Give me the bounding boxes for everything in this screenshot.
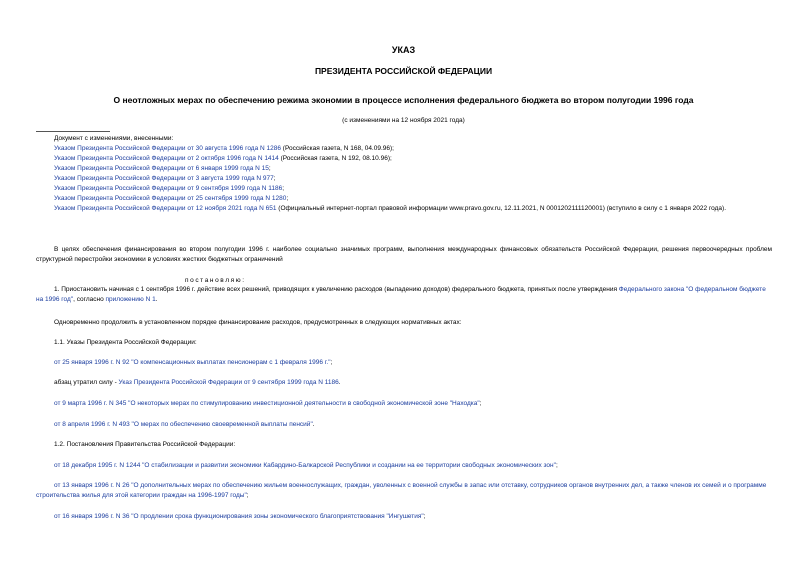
paragraph-1-text: . xyxy=(155,296,158,303)
paragraph-1-text: 1. Приостановить начиная с 1 сентября 1996 г. действие всех решений, приводящих к увеличению расходов (выпадению доходов) федерального бюджета, принятых после утверждения xyxy=(54,286,619,293)
list-item xyxy=(36,420,790,430)
list-item-tail: ; xyxy=(555,462,558,469)
preamble-paragraph: В целях обеспечения финансирования во втором полугодии 1996 г. наиболее социально значимых программ, выполнения международных финансовых обязательств Российской Федерации, решения первоочередных проблем структурной перестройки экономики в условиях жестких бюджетных ограничений xyxy=(36,246,772,263)
decree-link[interactable]: от 8 апреля 1996 г. N 493 "О мерах по обеспечению своевременной выплаты пенсий" xyxy=(54,421,313,428)
document-type-heading: УКАЗ xyxy=(391,45,416,55)
list-item-tail: ; xyxy=(423,513,426,520)
list-item xyxy=(36,399,790,409)
decree-link[interactable]: от 9 марта 1996 г. N 345 "О некоторых мерах по стимулированию инвестиционной деятельности в свободной экономической зоне "Находка" xyxy=(54,400,480,407)
list-item-tail: ; xyxy=(330,359,333,366)
list-item-tail: . xyxy=(338,379,341,386)
decree-link[interactable]: Указ Президента Российской Федерации от 9 сентября 1999 года N 1186 xyxy=(118,379,339,386)
decree-link[interactable]: от 25 января 1996 г. N 92 "О компенсационных выплатах пенсионерам с 1 февраля 1996 г." xyxy=(54,359,331,366)
change-link[interactable]: Указом Президента Российской Федерации от 25 сентября 1999 года N 1280 xyxy=(54,195,287,202)
list-item-text: абзац утратил силу - xyxy=(54,379,119,386)
change-item xyxy=(36,154,772,164)
decree-word: постановляю: xyxy=(185,277,246,284)
list-item xyxy=(36,378,790,388)
appendix-link[interactable]: приложению N 1 xyxy=(105,296,156,303)
change-tail: ; xyxy=(286,195,289,202)
paragraph-2: Одновременно продолжить в установленном порядке финансирование расходов, предусмотренных в следующих нормативных актах: xyxy=(54,319,462,326)
changes-intro: Документ с изменениями, внесенными: xyxy=(54,135,174,142)
change-link[interactable]: Указом Президента Российской Федерации от 30 августа 1996 года N 1286 xyxy=(54,145,281,152)
resolution-link[interactable]: от 18 декабря 1995 г. N 1244 "О стабилизации и развитии экономики Кабардино-Балкарской Республики и создании на ее территории свободных экономических зон" xyxy=(54,462,556,469)
change-item xyxy=(36,174,772,184)
list-item xyxy=(36,461,790,471)
resolution-link[interactable]: от 13 января 1996 г. N 26 "О дополнительных мерах по обеспечению жильем военнослужащих, граждан, уволенных с военной службы в запас или отставку, сотрудников органов внутренних дел, а также членов их семей и о программе строительства жилья для этой категории граждан на 1996-1997 годы" xyxy=(36,482,767,499)
change-tail: (Официальный интернет-портал правовой информации www.pravo.gov.ru, 12.11.2021, N 0001202111120001) (вступило в силу с 1 января 2022 года). xyxy=(276,205,727,212)
decree-title: О неотложных мерах по обеспечению режима экономии в процессе исполнения федерального бюджета во втором полугодии 1996 года xyxy=(113,95,694,105)
change-item xyxy=(36,184,772,194)
change-tail: ; xyxy=(282,185,285,192)
change-link[interactable]: Указом Президента Российской Федерации от 12 ноября 2021 года N 651 xyxy=(54,205,277,212)
change-link[interactable]: Указом Президента Российской Федерации от 9 сентября 1999 года N 1186 xyxy=(54,185,283,192)
list-item xyxy=(36,512,790,522)
paragraph-1 xyxy=(36,285,772,305)
change-link[interactable]: Указом Президента Российской Федерации от 6 января 1999 года N 15 xyxy=(54,165,269,172)
list-item-tail: . xyxy=(312,421,315,428)
list-item xyxy=(36,358,790,368)
change-item xyxy=(36,194,772,204)
list-item xyxy=(36,481,772,501)
change-tail: ; xyxy=(273,175,276,182)
change-link[interactable]: Указом Президента Российской Федерации от 2 октября 1996 года N 1414 xyxy=(54,155,279,162)
resolution-link[interactable]: от 16 января 1996 г. N 36 "О продлении срока функционирования зоны экономического благоприятствования "Ингушетия" xyxy=(54,513,424,520)
amendment-note: (с изменениями на 12 ноября 2021 года) xyxy=(342,117,465,124)
separator-rule xyxy=(36,131,110,132)
change-tail: ; xyxy=(268,165,271,172)
list-item-tail: ; xyxy=(246,492,249,499)
issuer-heading: ПРЕЗИДЕНТА РОССИЙСКОЙ ФЕДЕРАЦИИ xyxy=(314,66,493,76)
change-tail: (Российская газета, N 192, 08.10.96); xyxy=(278,155,392,162)
change-link[interactable]: Указом Президента Российской Федерации от 3 августа 1999 года N 977 xyxy=(54,175,274,182)
section-1-2-heading: 1.2. Постановления Правительства Российской Федерации: xyxy=(54,441,236,448)
change-tail: (Российская газета, N 168, 04.09.96); xyxy=(280,145,394,152)
change-item xyxy=(36,144,772,154)
paragraph-1-text: , согласно xyxy=(73,296,106,303)
changes-block xyxy=(36,134,772,214)
federal-law-link[interactable]: Федерального закона "О федеральном бюджете на 1996 год" xyxy=(36,286,766,303)
list-item-tail: ; xyxy=(479,400,482,407)
change-item xyxy=(36,204,772,214)
section-1-1-heading: 1.1. Указы Президента Российской Федерации: xyxy=(54,339,197,346)
change-item xyxy=(36,164,772,174)
